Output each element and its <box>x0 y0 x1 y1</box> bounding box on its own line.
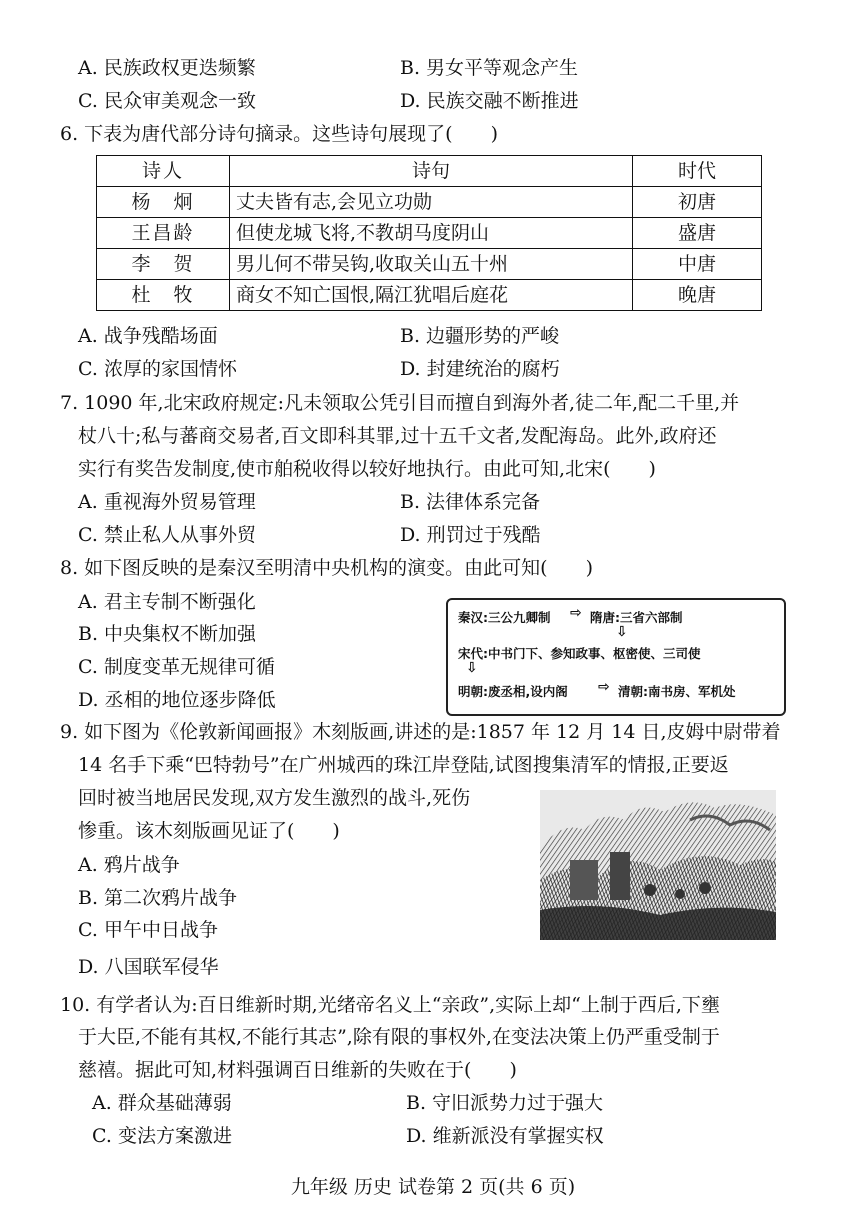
table-header: 诗人 <box>97 156 230 187</box>
diagram-qinhan: 秦汉:三公九卿制 <box>458 610 551 625</box>
q7-option-c: C. 禁止私人从事外贸 <box>78 524 256 546</box>
table-row <box>97 249 762 280</box>
table-cell: 丈夫皆有志,会见立功勋 <box>230 187 633 218</box>
q5-option-a: A. 民族政权更迭频繁 <box>78 57 256 79</box>
q9-option-b: B. 第二次鸦片战争 <box>78 887 238 909</box>
q5-option-d: D. 民族交融不断推进 <box>400 90 579 112</box>
q10-option-a: A. 群众基础薄弱 <box>92 1092 232 1114</box>
q8-option-c: C. 制度变革无规律可循 <box>78 656 275 678</box>
table-cell: 盛唐 <box>633 218 762 249</box>
q6-stem: 6. 下表为唐代部分诗句摘录。这些诗句展现了( ) <box>60 123 498 145</box>
q10-option-c: C. 变法方案激进 <box>92 1125 232 1147</box>
q7-option-a: A. 重视海外贸易管理 <box>78 491 256 513</box>
q6-option-d: D. 封建统治的腐朽 <box>400 358 560 380</box>
q5-option-b: B. 男女平等观念产生 <box>400 57 579 79</box>
diagram-suitang: 隋唐:三省六部制 <box>590 610 683 625</box>
q9-stem-line3: 回时被当地居民发现,双方发生激烈的战斗,死伤 <box>78 787 471 809</box>
q9-option-a: A. 鸦片战争 <box>78 854 180 876</box>
table-header: 时代 <box>633 156 762 187</box>
table-cell: 商女不知亡国恨,隔江犹唱后庭花 <box>230 280 633 311</box>
q9-stem-line4: 惨重。该木刻版画见证了( ) <box>78 820 340 842</box>
table-row <box>97 280 762 311</box>
q10-stem-line1: 10. 有学者认为:百日维新时期,光绪帝名义上“亲政”,实际上却“上制于西后,下壅 <box>60 994 720 1016</box>
table-row <box>97 187 762 218</box>
q7-stem-line2: 杖八十;私与蕃商交易者,百文即科其罪,过十五千文者,发配海岛。此外,政府还 <box>78 425 717 447</box>
page-footer: 九年级 历史 试卷第 2 页(共 6 页) <box>290 1176 576 1198</box>
q10-stem-line3: 慈禧。据此可知,材料强调百日维新的失败在于( ) <box>78 1059 517 1081</box>
q5-option-c: C. 民众审美观念一致 <box>78 90 256 112</box>
q7-stem-line3: 实行有奖告发制度,使市舶税收得以较好地执行。由此可知,北宋( ) <box>78 458 656 480</box>
diagram-qing: 清朝:南书房、军机处 <box>618 684 736 699</box>
institution-evolution-diagram <box>446 598 786 716</box>
right-arrow-icon: ⇨ <box>598 679 610 695</box>
woodcut-engraving-image <box>540 790 776 940</box>
table-cell: 男儿何不带吴钩,收取关山五十州 <box>230 249 633 280</box>
q7-stem-line1: 7. 1090 年,北宋政府规定:凡未领取公凭引目而擅自到海外者,徒二年,配二千里,并 <box>60 392 740 414</box>
table-row <box>97 218 762 249</box>
table-header-row <box>97 156 762 187</box>
q6-option-a: A. 战争残酷场面 <box>78 325 218 347</box>
q8-option-d: D. 丞相的地位逐步降低 <box>78 689 276 711</box>
table-cell: 杨 炯 <box>97 187 230 218</box>
q6-option-b: B. 边疆形势的严峻 <box>400 325 560 347</box>
q7-option-b: B. 法律体系完备 <box>400 491 541 513</box>
poem-table <box>96 155 762 311</box>
diagram-song: 宋代:中书门下、参知政事、枢密使、三司使 <box>458 646 701 661</box>
down-arrow-icon: ⇩ <box>466 660 478 676</box>
q6-option-c: C. 浓厚的家国情怀 <box>78 358 237 380</box>
table-cell: 王昌龄 <box>97 218 230 249</box>
table-cell: 杜 牧 <box>97 280 230 311</box>
down-arrow-icon: ⇩ <box>616 624 628 640</box>
q10-option-d: D. 维新派没有掌握实权 <box>406 1125 604 1147</box>
q7-option-d: D. 刑罚过于残酷 <box>400 524 541 546</box>
right-arrow-icon: ⇨ <box>570 605 582 621</box>
q8-option-a: A. 君主专制不断强化 <box>78 591 256 613</box>
q10-option-b: B. 守旧派势力过于强大 <box>406 1092 604 1114</box>
diagram-ming: 明朝:废丞相,设内阁 <box>458 684 568 699</box>
q9-option-d: D. 八国联军侵华 <box>78 956 219 978</box>
table-cell: 但使龙城飞将,不教胡马度阴山 <box>230 218 633 249</box>
q9-stem-line2: 14 名手下乘“巴特勃号”在广州城西的珠江岸登陆,试图搜集清军的情报,正要返 <box>78 754 729 776</box>
q9-option-c: C. 甲午中日战争 <box>78 919 218 941</box>
table-cell: 晚唐 <box>633 280 762 311</box>
table-cell: 中唐 <box>633 249 762 280</box>
q9-stem-line1: 9. 如下图为《伦敦新闻画报》木刻版画,讲述的是:1857 年 12 月 14 日,皮姆中尉带着 <box>60 721 781 743</box>
q8-stem: 8. 如下图反映的是秦汉至明清中央机构的演变。由此可知( ) <box>60 557 593 579</box>
q8-option-b: B. 中央集权不断加强 <box>78 623 257 645</box>
table-header: 诗句 <box>230 156 633 187</box>
q10-stem-line2: 于大臣,不能有其权,不能行其志”,除有限的事权外,在变法决策上仍严重受制于 <box>78 1026 720 1048</box>
table-cell: 初唐 <box>633 187 762 218</box>
table-cell: 李 贺 <box>97 249 230 280</box>
